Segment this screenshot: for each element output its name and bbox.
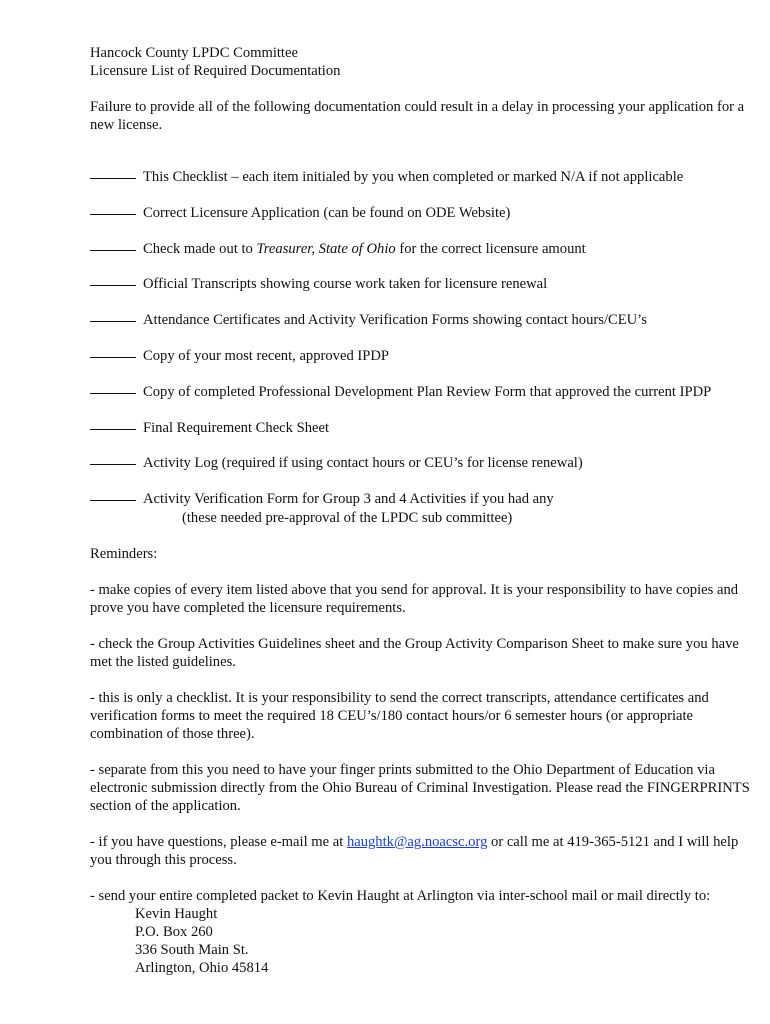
email-link[interactable]: haughtk@ag.noacsc.org: [346, 833, 488, 850]
initial-blank[interactable]: [90, 178, 136, 179]
checklist-item: [90, 420, 750, 456]
reminder-item: [90, 833, 750, 869]
checklist-item: [90, 455, 750, 491]
reminder-text: - if you have questions, please e-mail me at: [90, 833, 347, 850]
initial-blank[interactable]: [90, 464, 136, 465]
reminder-item: - send your entire completed packet to Kevin Haught at Arlington via inter-school mail or mail directly to:: [90, 887, 711, 904]
checklist-item: [90, 241, 750, 277]
check-text-prefix: Check made out to: [143, 240, 257, 257]
document-title: Licensure List of Required Documentation: [90, 63, 341, 79]
initial-blank[interactable]: [90, 393, 136, 394]
address-line: Arlington, Ohio 45814: [135, 959, 269, 976]
checklist-item: [90, 312, 750, 348]
checklist-item: [90, 348, 750, 384]
checklist-item-text: Official Transcripts showing course work taken for licensure renewal: [143, 276, 548, 293]
reminder-item: - check the Group Activities Guidelines sheet and the Group Activity Comparison Sheet to make sure you have met the listed guidelines.: [90, 635, 739, 670]
initial-blank[interactable]: [90, 500, 136, 501]
initial-blank[interactable]: [90, 250, 136, 251]
initial-blank[interactable]: [90, 357, 136, 358]
payee-name: Treasurer, State of Ohio: [256, 240, 396, 257]
initial-blank[interactable]: [90, 321, 136, 322]
checklist-item-text: Correct Licensure Application (can be found on ODE Website): [143, 204, 511, 221]
checklist-item: [90, 384, 750, 420]
checklist-item-text: [143, 241, 586, 258]
checklist-item-note: (these needed pre-approval of the LPDC sub committee): [182, 509, 513, 526]
checklist-item: [90, 169, 750, 205]
initial-blank[interactable]: [90, 214, 136, 215]
checklist-item-text: This Checklist – each item initialed by you when completed or marked N/A if not applicable: [143, 169, 684, 185]
document-page: [90, 44, 750, 977]
checklist-item-text: Attendance Certificates and Activity Verification Forms showing contact hours/CEU’s: [143, 312, 647, 329]
checklist-item-text: Final Requirement Check Sheet: [143, 419, 330, 436]
document-header: [90, 44, 750, 80]
initial-blank[interactable]: [90, 285, 136, 286]
reminder-item: - make copies of every item listed above that you send for approval. It is your responsibility to have copies and prove you have completed the licensure requirements.: [90, 581, 739, 616]
checklist: [90, 169, 750, 527]
reminder-item: - this is only a checklist. It is your responsibility to send the correct transcripts, attendance certificates and verification forms to meet the required 18 CEU’s/180 contact hours/or 6 semester hours (or appropriate combination of those three).: [90, 689, 709, 742]
checklist-item-text: Activity Verification Form for Group 3 and 4 Activities if you had any: [143, 491, 554, 508]
checklist-item-text: Copy of completed Professional Development Plan Review Form that approved the current IPDP: [143, 383, 712, 400]
reminder-text: or call me at 419-365-5121 and I will help you through this process.: [90, 833, 739, 868]
mailing-address: [90, 905, 750, 977]
address-line: P.O. Box 260: [135, 923, 213, 940]
initial-blank[interactable]: [90, 429, 136, 430]
check-text-suffix: for the correct licensure amount: [395, 240, 586, 257]
reminder-item: - separate from this you need to have your finger prints submitted to the Ohio Department of Education via electronic submission directly from the Ohio Bureau of Criminal Investigation. Please read the FINGERPRINTS section of the application.: [90, 761, 750, 814]
checklist-item: [90, 276, 750, 312]
address-line: 336 South Main St.: [135, 941, 249, 958]
checklist-item-text: Activity Log (required if using contact hours or CEU’s for license renewal): [143, 455, 583, 472]
address-line: Kevin Haught: [135, 905, 218, 922]
committee-name: Hancock County LPDC Committee: [90, 45, 298, 61]
checklist-item-text: Copy of your most recent, approved IPDP: [143, 347, 390, 364]
intro-paragraph: Failure to provide all of the following documentation could result in a delay in processing your application for a new license.: [90, 99, 745, 133]
reminders-heading: Reminders:: [90, 545, 158, 562]
checklist-item: [90, 205, 750, 241]
